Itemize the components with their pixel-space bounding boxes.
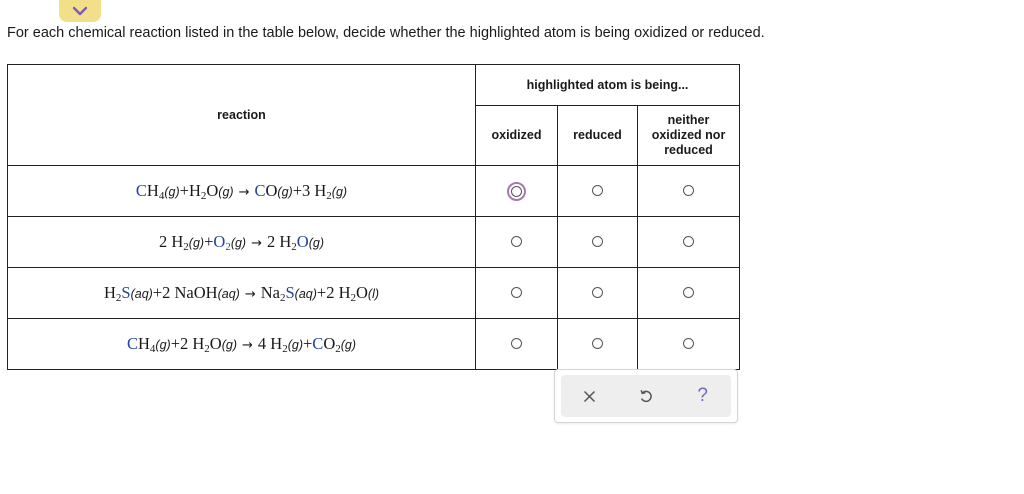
species: $O_2(g)$	[213, 232, 247, 253]
reaction-row	[8, 268, 740, 319]
highlighted-atom: O	[213, 232, 226, 251]
close-icon	[583, 390, 596, 403]
highlighted-atom: C	[254, 181, 266, 200]
reaction-equation	[8, 166, 476, 217]
highlighted-atom: C	[135, 181, 147, 200]
clear-button[interactable]	[574, 381, 604, 411]
answer-toolbar	[554, 369, 738, 423]
chevron-down-icon	[72, 6, 88, 16]
highlighted-atom: S	[285, 283, 295, 302]
plus-sign: +	[302, 334, 313, 353]
radio-reduced[interactable]	[592, 338, 603, 349]
highlighted-atom: S	[121, 283, 131, 302]
radio-reduced[interactable]	[592, 236, 603, 247]
reaction-equation	[8, 319, 476, 370]
plus-sign: +	[179, 181, 189, 200]
species: $CO_2(g)$	[312, 334, 357, 355]
species: 4 $H_2(g)$	[257, 334, 303, 355]
radio-reduced[interactable]	[592, 185, 603, 196]
radio-neither[interactable]	[683, 338, 694, 349]
species: $Na_2S(aq)$	[260, 283, 317, 304]
species: 3 $H_2(g)$	[302, 181, 348, 202]
reaction-arrow: →	[251, 236, 262, 251]
reaction-row	[8, 319, 740, 370]
undo-button[interactable]	[631, 381, 661, 411]
plus-sign: +	[292, 181, 302, 200]
radio-neither[interactable]	[683, 287, 694, 298]
radio-reduced[interactable]	[592, 287, 603, 298]
species: 2 NaOH(aq)	[162, 283, 240, 302]
reaction-table	[7, 64, 740, 370]
radio-neither[interactable]	[683, 185, 694, 196]
option-header-reduced: reduced	[558, 106, 638, 166]
plus-sign: +	[152, 283, 163, 302]
reaction-row	[8, 217, 740, 268]
species: 2 $H_2(g)$	[159, 232, 205, 253]
reaction-arrow: →	[242, 338, 253, 353]
plus-sign: +	[170, 334, 180, 353]
radio-oxidized[interactable]	[507, 182, 526, 201]
species: CO(g)	[254, 181, 293, 200]
reaction-equation	[8, 217, 476, 268]
collapse-chevron-tab[interactable]	[59, 0, 101, 22]
reaction-arrow: →	[238, 185, 250, 200]
help-icon: ?	[697, 385, 708, 406]
radio-oxidized[interactable]	[511, 338, 522, 349]
radio-neither[interactable]	[683, 236, 694, 247]
option-header-neither: neither oxidized nor reduced	[638, 106, 740, 166]
instructions-text: For each chemical reaction listed in the table below, decide whether the highlighted atom is being oxidized or reduced.	[7, 25, 765, 41]
highlighted-atom-header: highlighted atom is being...	[476, 65, 740, 106]
species: 2 $H_2O(l)$	[326, 283, 380, 304]
radio-oxidized[interactable]	[511, 287, 522, 298]
reaction-arrow: →	[244, 287, 256, 302]
highlighted-atom: O	[296, 232, 309, 251]
help-button[interactable]	[688, 381, 718, 411]
plus-sign: +	[204, 232, 214, 251]
species: 2 $H_2O(g)$	[267, 232, 324, 253]
species: $CH_4(g)$	[135, 181, 180, 202]
species: $CH_4(g)$	[126, 334, 171, 355]
plus-sign: +	[316, 283, 327, 302]
species: $H_2S(aq)$	[103, 283, 153, 304]
species: 2 $H_2O(g)$	[180, 334, 237, 355]
undo-icon	[638, 388, 654, 404]
reaction-header: reaction	[8, 65, 476, 166]
reaction-row	[8, 166, 740, 217]
highlighted-atom: C	[126, 334, 138, 353]
species: $H_2O(g)$	[188, 181, 234, 202]
radio-oxidized[interactable]	[511, 236, 522, 247]
reaction-equation	[8, 268, 476, 319]
option-header-oxidized: oxidized	[476, 106, 558, 166]
highlighted-atom: C	[312, 334, 324, 353]
